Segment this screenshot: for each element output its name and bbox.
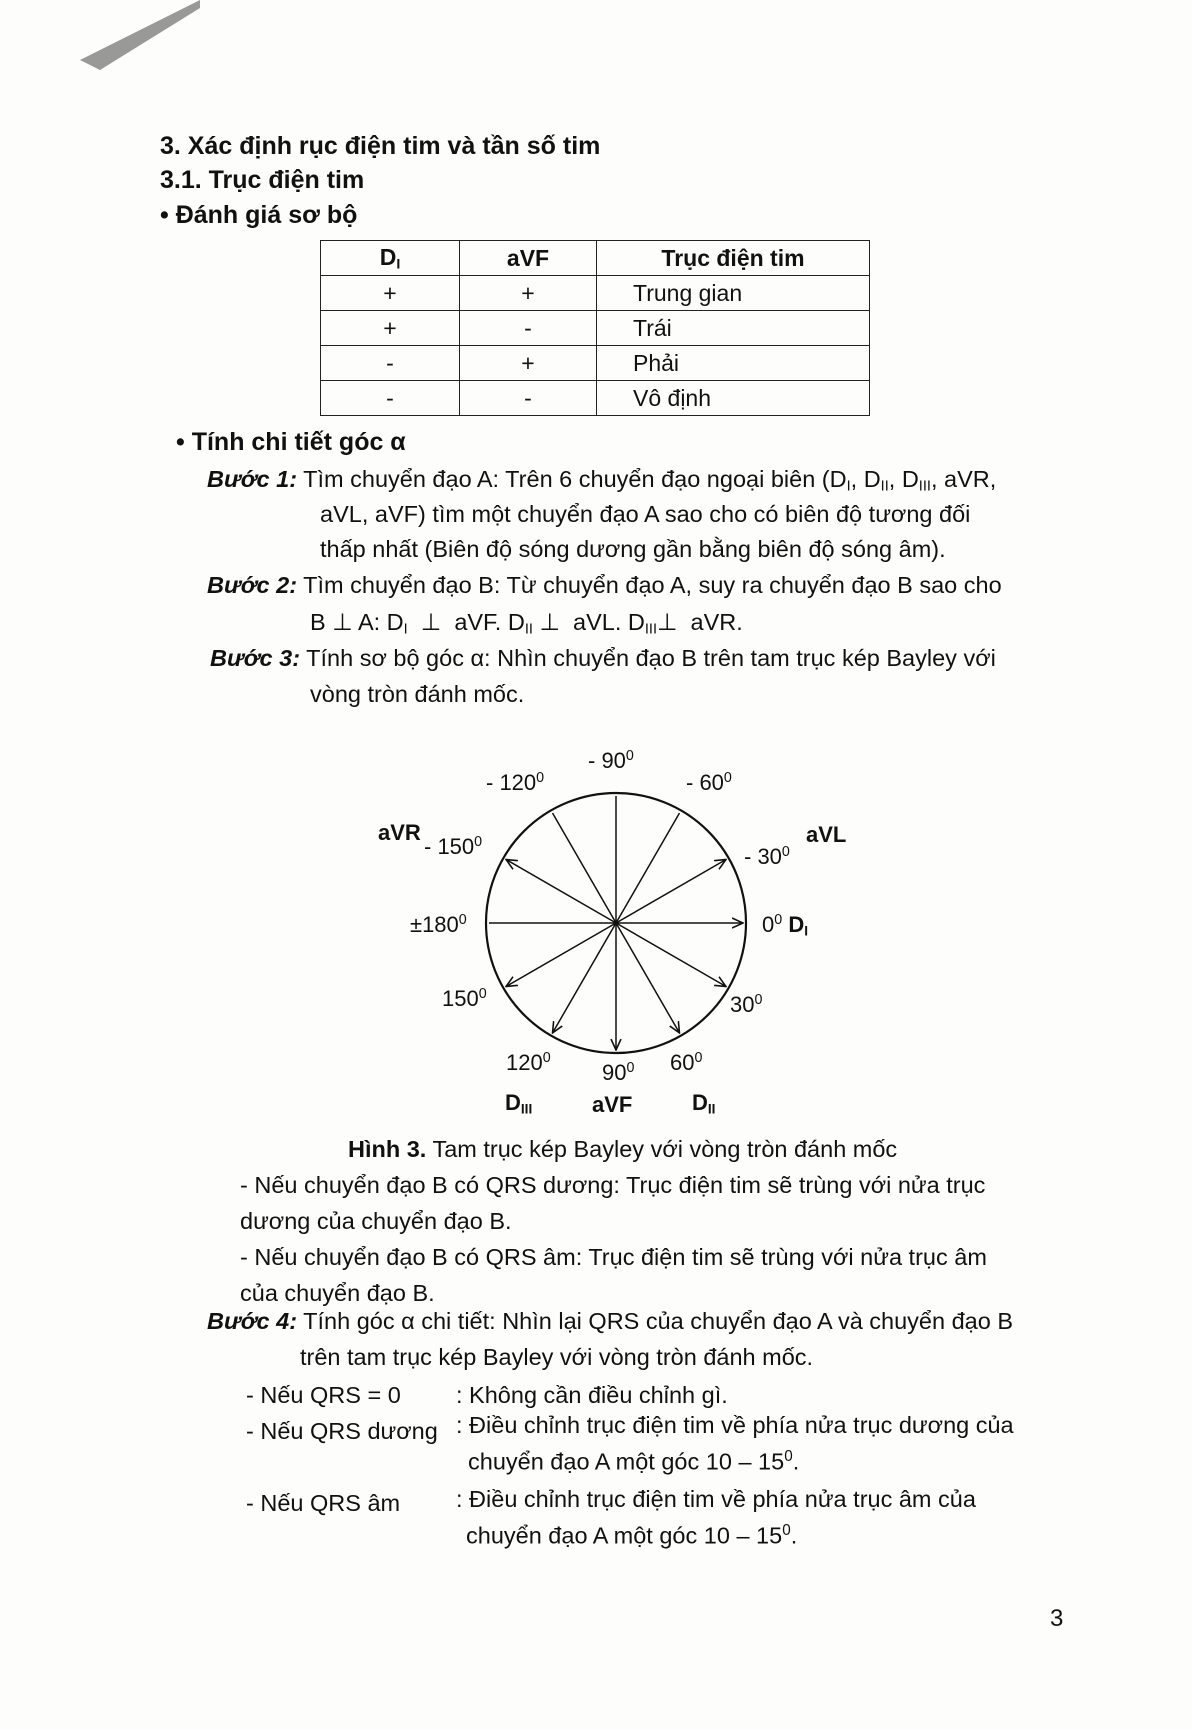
step3-line2: vòng tròn đánh mốc. <box>310 681 525 707</box>
adjust-text: : Không cần điều chỉnh gì. <box>456 1382 728 1408</box>
page-number: 3 <box>1050 1605 1064 1632</box>
table-cell: + <box>460 276 597 311</box>
step2-line1: Bước 2: Tìm chuyển đạo B: Từ chuyển đạo A, suy ra chuyển đạo B sao cho <box>207 572 1002 598</box>
step2-line2: B ⊥ A: $D_I$ ⊥ aVF. $D_{II}$ ⊥ aVL. $D_{III}\perp$ aVR. <box>310 609 743 638</box>
table-row <box>321 311 870 346</box>
rule-negative-line1: - Nếu chuyển đạo B có QRS âm: Trục điện tim sẽ trùng với nửa trục âm <box>240 1244 987 1270</box>
table-row <box>321 381 870 416</box>
rule-positive-line1: - Nếu chuyển đạo B có QRS dương: Trục điện tim sẽ trùng với nửa trục <box>240 1172 986 1198</box>
adjust-cond: - Nếu QRS dương <box>246 1418 438 1444</box>
table-header-di: $D_I$ <box>321 241 460 276</box>
step4-line1: Bước 4: Tính góc α chi tiết: Nhìn lại QRS của chuyển đạo A và chuyển đạo B <box>207 1308 1014 1334</box>
label-150: $150^0$ <box>442 986 487 1011</box>
label-30: $30^0$ <box>730 992 763 1017</box>
table-cell: - <box>321 381 460 416</box>
axis-arrow-60 <box>616 923 680 1033</box>
table-cell: + <box>321 311 460 346</box>
reference-circle <box>486 793 746 1053</box>
scan-corner-shadow <box>80 0 200 70</box>
table-cell: Phải <box>597 346 870 381</box>
axis-line--120 <box>553 813 617 923</box>
step4-label: Bước 4: <box>207 1308 298 1334</box>
axis-arrow-30 <box>616 923 726 987</box>
axis-line--60 <box>616 813 680 923</box>
table-header-avf: aVF <box>460 241 597 276</box>
table-header-axis: Trục điện tim <box>597 241 870 276</box>
bullet-detail-label: Tính chi tiết góc α <box>191 428 406 456</box>
bullet-prelim-label: Đánh giá sơ bộ <box>175 201 358 229</box>
table-cell: - <box>460 311 597 346</box>
label-0: $0^0$ $D_I$ <box>762 912 809 939</box>
step1-line2: aVL, aVF) tìm một chuyển đạo A sao cho có biên độ tương đối <box>320 501 971 527</box>
table-row <box>321 276 870 311</box>
lead-diii: $D_{III}$ <box>505 1090 533 1117</box>
label-90: $90^0$ <box>602 1060 635 1085</box>
table-cell: + <box>321 276 460 311</box>
table-cell: Trung gian <box>597 276 870 311</box>
adjust-text: : Điều chỉnh trục điện tim về phía nửa trục dương của <box>456 1412 1014 1438</box>
label-minus-150: - $150^0$ <box>424 834 483 859</box>
step4-line2: trên tam trục kép Bayley với vòng tròn đánh mốc. <box>300 1344 814 1370</box>
adjust-text-cont: chuyển đạo A một góc $10 - 15^0$. <box>466 1522 798 1549</box>
step3-label: Bước 3: <box>210 645 301 671</box>
bullet-prelim: • Đánh giá sơ bộ <box>160 201 358 229</box>
axis-table <box>320 240 870 416</box>
adjust-cond: - Nếu QRS âm <box>246 1490 401 1516</box>
lead-avl: aVL <box>806 822 847 847</box>
lead-di: D <box>788 912 805 937</box>
label-minus-120: - $120^0$ <box>486 770 545 795</box>
subsection-heading: 3.1. Trục điện tim <box>160 166 365 194</box>
figure-caption: Hình 3. Tam trục kép Bayley với vòng tròn đánh mốc <box>348 1136 898 1162</box>
adjust-text: : Điều chỉnh trục điện tim về phía nửa trục âm của <box>456 1486 976 1512</box>
table-header-row <box>321 241 870 276</box>
label-minus-60: - $60^0$ <box>686 770 732 795</box>
label-120: $120^0$ <box>506 1050 551 1075</box>
section-heading: 3. Xác định rục điện tim và tần số tim <box>160 132 601 160</box>
lead-dii: $D_{II}$ <box>692 1090 716 1117</box>
adjust-text-cont: chuyển đạo A một góc $10 - 15^0$. <box>468 1448 800 1475</box>
label-minus-90: - $90^0$ <box>588 748 634 773</box>
axis-arrow-150 <box>506 923 616 987</box>
adjust-cond: - Nếu QRS = 0 <box>246 1382 401 1408</box>
axis-arrow-120 <box>553 923 617 1033</box>
label-60: $60^0$ <box>670 1050 703 1075</box>
step1-label: Bước 1: <box>207 466 298 492</box>
rule-positive-line2: dương của chuyển đạo B. <box>240 1208 512 1234</box>
table-cell: - <box>460 381 597 416</box>
step1-line3: thấp nhất (Biên độ sóng dương gần bằng biên độ sóng âm). <box>320 536 946 562</box>
table-cell: Trái <box>597 311 870 346</box>
lead-avr: aVR <box>378 820 421 845</box>
table-cell: + <box>460 346 597 381</box>
rule-negative-line2: của chuyển đạo B. <box>240 1280 435 1306</box>
table-row <box>321 346 870 381</box>
step2-label: Bước 2: <box>207 572 298 598</box>
lead-avf: aVF <box>592 1092 633 1117</box>
step1-line1: Bước 1: Tìm chuyển đạo A: Trên 6 chuyển đạo ngoại biên ($D_I$, $D_{II}$, $D_{III}$, aVR, <box>207 466 997 495</box>
step3-line1: Bước 3: Tính sơ bộ góc α: Nhìn chuyển đạo B trên tam trục kép Bayley với <box>210 645 996 671</box>
label-pm-180: $\pm 180^0$ <box>410 912 467 937</box>
label-minus-30: - $30^0$ <box>744 844 790 869</box>
bullet-detail: • Tính chi tiết góc α <box>176 428 406 456</box>
table-cell: - <box>321 346 460 381</box>
table-cell: Vô định <box>597 381 870 416</box>
axis-arrow--150 <box>506 860 616 924</box>
axis-arrow--30 <box>616 860 726 924</box>
